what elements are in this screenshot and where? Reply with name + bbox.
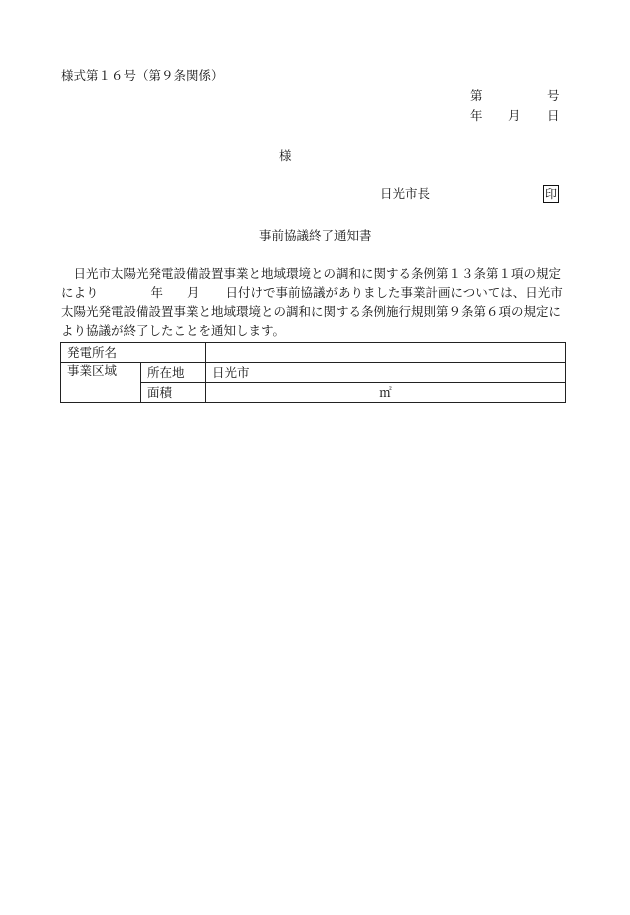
area-unit: ㎡ (206, 383, 566, 403)
document-number-suffix: 号 (547, 88, 560, 103)
body-line-2 (61, 283, 571, 302)
body-line-4: より協議が終了したことを通知します。 (61, 323, 286, 338)
body-line-2-end: 日付けで事前協議がありました事業計画については、日光市 (225, 285, 563, 300)
body-line-1: 日光市太陽光発電設備設置事業と地域環境との調和に関する条例第１３条第１項の規定 (61, 266, 562, 281)
project-area-label: 事業区域 (61, 363, 141, 403)
body-line-2-start: により (61, 285, 99, 300)
date-year: 年 (470, 108, 483, 123)
date-day: 日 (547, 108, 560, 123)
form-number: 様式第１６号（第９条関係） (61, 68, 224, 83)
table-row (61, 363, 566, 383)
date-month: 月 (508, 108, 521, 123)
seal-box: 印 (544, 187, 557, 201)
addressee-suffix: 様 (279, 148, 292, 163)
sender-name: 日光市長 (380, 186, 431, 201)
area-label: 面積 (141, 383, 206, 403)
document-title: 事前協議終了通知書 (259, 228, 372, 243)
power-plant-name-value (206, 343, 566, 363)
body-line-3: 太陽光発電設備設置事業と地域環境との調和に関する条例施行規則第９条第６項の規定に (61, 304, 562, 319)
location-value: 日光市 (206, 363, 566, 383)
location-label: 所在地 (141, 363, 206, 383)
power-plant-name-label: 発電所名 (61, 343, 206, 363)
notice-body (61, 264, 571, 340)
document-number-prefix: 第 (470, 88, 483, 103)
body-month: 月 (187, 285, 200, 300)
body-year: 年 (150, 285, 164, 300)
table-row (61, 343, 566, 363)
project-info-table (60, 342, 566, 403)
